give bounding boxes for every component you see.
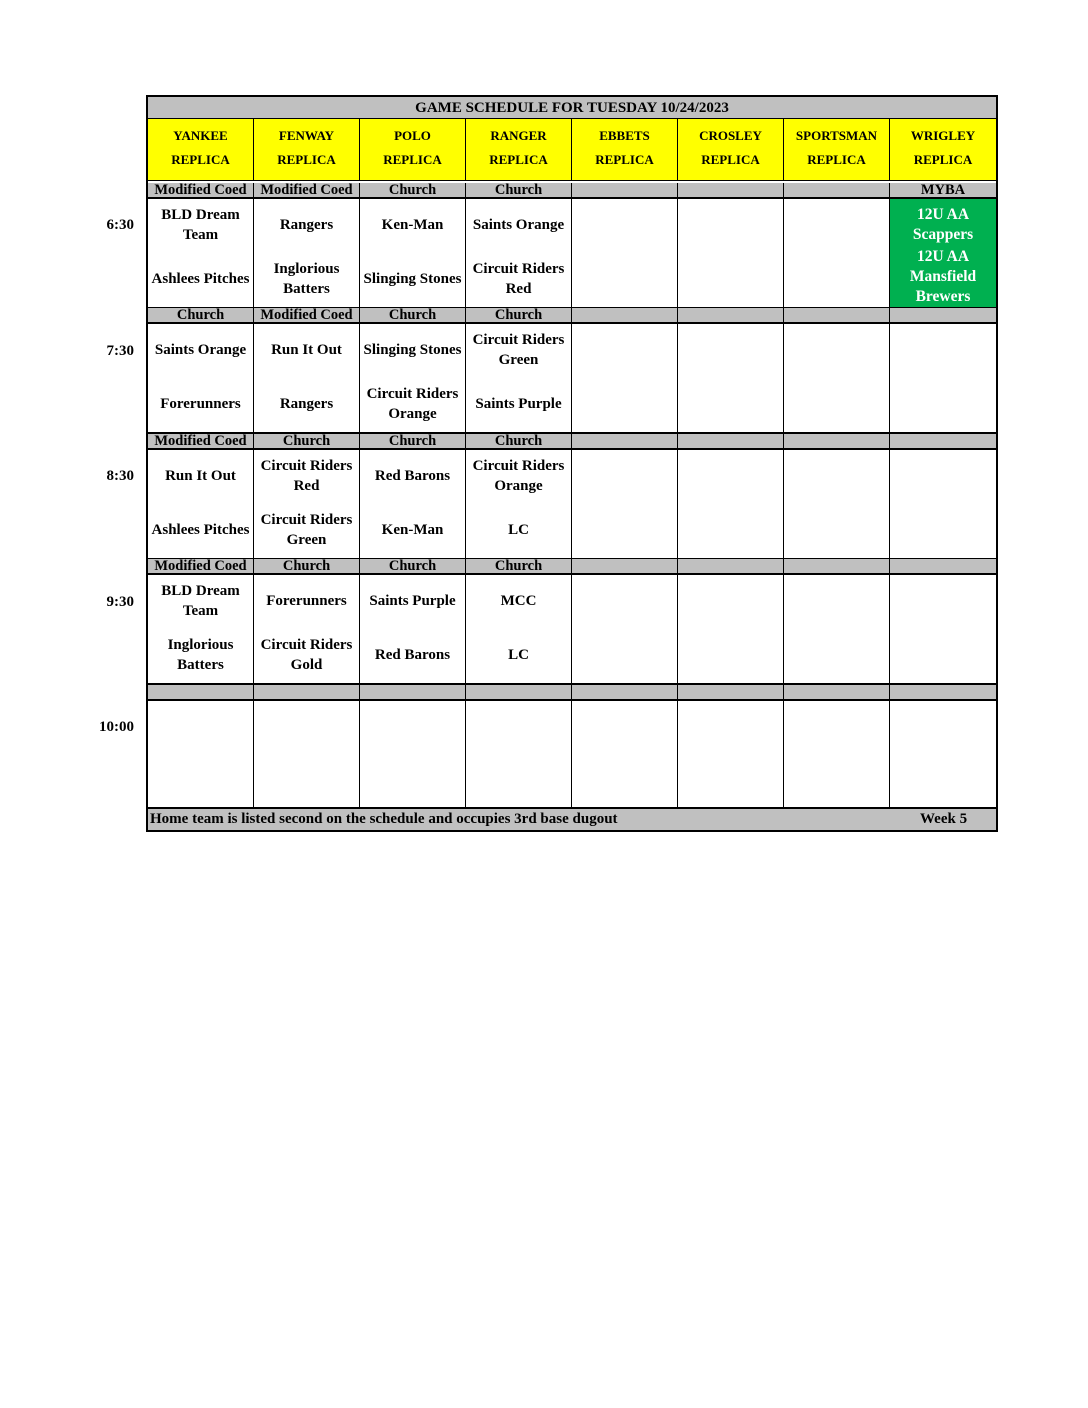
- home-team: [572, 757, 677, 805]
- home-team: [360, 757, 465, 805]
- away-team: [148, 452, 253, 500]
- away-team-name: Ken-Man: [381, 217, 444, 233]
- division-label: [678, 183, 784, 199]
- division-label: [890, 308, 996, 324]
- home-team-name: Inglorious Batters: [167, 637, 234, 673]
- home-team-name: Red Barons: [374, 647, 451, 663]
- division-label: [890, 685, 996, 701]
- away-team: [360, 703, 465, 751]
- game-cell: [254, 575, 360, 685]
- home-team: [890, 631, 996, 679]
- away-team: [572, 326, 677, 374]
- away-team-name: Circuit Riders Orange: [472, 458, 565, 494]
- division-label: Church: [466, 308, 572, 324]
- away-team-name: Saints Purple: [369, 593, 456, 609]
- home-team-name: Ashlees Pitches: [151, 271, 250, 287]
- home-team-name: Rangers: [279, 396, 334, 412]
- division-label: Church: [466, 183, 572, 199]
- away-team: [572, 452, 677, 500]
- division-label: [678, 308, 784, 324]
- home-team: [784, 631, 889, 679]
- home-team: [678, 506, 783, 554]
- home-team: [572, 631, 677, 679]
- field-header: [784, 119, 890, 181]
- game-cell: [254, 199, 360, 309]
- field-subtitle: REPLICA: [383, 152, 442, 167]
- home-team: [784, 757, 889, 805]
- field-subtitle: REPLICA: [489, 152, 548, 167]
- game-cell: [466, 701, 572, 809]
- game-cell: [784, 450, 890, 560]
- field-name: CROSLEY: [699, 128, 762, 143]
- home-team: [466, 380, 571, 428]
- game-cell: [678, 450, 784, 560]
- away-team: [890, 452, 996, 500]
- away-team: [466, 452, 571, 500]
- division-label: [890, 434, 996, 450]
- away-team: [254, 577, 359, 625]
- home-team: [890, 380, 996, 428]
- home-team: [678, 631, 783, 679]
- game-cell: [466, 450, 572, 560]
- division-label: [784, 685, 890, 701]
- division-label: [148, 685, 254, 701]
- game-cell: [572, 324, 678, 434]
- time-slot-label: 7:30: [106, 343, 134, 359]
- field-name: POLO: [394, 128, 431, 143]
- division-label: Church: [254, 434, 360, 450]
- home-team: [360, 255, 465, 303]
- time-slot-label: 9:30: [106, 594, 134, 610]
- away-team-name: Red Barons: [374, 468, 451, 484]
- away-team: [254, 326, 359, 374]
- game-cell: [254, 450, 360, 560]
- field-name: FENWAY: [278, 128, 335, 143]
- field-header: [890, 119, 996, 181]
- away-team-name: Slinging Stones: [363, 342, 462, 358]
- game-cell: [890, 701, 996, 809]
- field-name: WRIGLEY: [910, 128, 976, 143]
- home-team: [254, 255, 359, 303]
- division-label: [678, 559, 784, 575]
- away-team-name: 12U AA Scappers: [912, 206, 974, 243]
- away-team: [890, 201, 996, 249]
- away-team: [572, 201, 677, 249]
- game-cell: [678, 199, 784, 309]
- field-subtitle: REPLICA: [595, 152, 654, 167]
- game-cell: [148, 450, 254, 560]
- home-team: [360, 506, 465, 554]
- home-team: [678, 255, 783, 303]
- home-team: [148, 757, 253, 805]
- game-cell: [678, 575, 784, 685]
- home-team-name: Ken-Man: [381, 522, 444, 538]
- away-team: [678, 201, 783, 249]
- game-cell: [254, 701, 360, 809]
- home-team: [466, 506, 571, 554]
- division-label: Church: [360, 308, 466, 324]
- home-team-name: Circuit Riders Gold: [260, 637, 353, 673]
- away-team: [678, 703, 783, 751]
- time-slot-label: 8:30: [106, 468, 134, 484]
- game-cell: [678, 324, 784, 434]
- schedule-title: GAME SCHEDULE FOR TUESDAY 10/24/2023: [148, 97, 996, 119]
- away-team-name: MCC: [500, 593, 537, 609]
- home-team: [254, 757, 359, 805]
- field-subtitle: REPLICA: [913, 152, 973, 167]
- game-cell: [360, 199, 466, 309]
- division-label: [360, 685, 466, 701]
- game-cell: [784, 575, 890, 685]
- division-label: Church: [254, 559, 360, 575]
- division-label: [254, 685, 360, 701]
- division-label: [572, 559, 678, 575]
- field-header: [360, 119, 466, 181]
- field-header: [678, 119, 784, 181]
- away-team: [572, 703, 677, 751]
- game-cell: [678, 701, 784, 809]
- footer-note: Home team is listed second on the schedule and occupies 3rd base dugout: [150, 811, 618, 827]
- division-label: Church: [466, 434, 572, 450]
- game-cell: [466, 575, 572, 685]
- away-team: [254, 201, 359, 249]
- home-team: [148, 631, 253, 679]
- game-cell: [148, 701, 254, 809]
- field-header: [466, 119, 572, 181]
- game-cell: [890, 324, 996, 434]
- home-team: [890, 245, 996, 309]
- home-team: [466, 631, 571, 679]
- schedule-footer: [148, 809, 996, 830]
- game-cell: [360, 701, 466, 809]
- division-label: [572, 685, 678, 701]
- home-team: [784, 506, 889, 554]
- footer-week: Week 5: [920, 811, 968, 827]
- away-team: [678, 326, 783, 374]
- home-team: [678, 380, 783, 428]
- away-team: [360, 452, 465, 500]
- home-team-name: Circuit Riders Orange: [366, 386, 459, 422]
- home-team: [890, 757, 996, 805]
- away-team: [784, 452, 889, 500]
- home-team: [572, 380, 677, 428]
- division-label: [678, 685, 784, 701]
- time-slot-label: 10:00: [99, 719, 134, 735]
- division-label: [784, 559, 890, 575]
- division-label: Modified Coed: [254, 183, 360, 199]
- away-team: [784, 577, 889, 625]
- away-team: [360, 577, 465, 625]
- game-cell: [466, 324, 572, 434]
- away-team: [890, 703, 996, 751]
- away-team-name: Run It Out: [271, 342, 342, 358]
- home-team-name: Circuit Riders Green: [260, 512, 353, 548]
- division-label: Modified Coed: [148, 434, 254, 450]
- away-team: [784, 201, 889, 249]
- field-name: RANGER: [490, 128, 547, 143]
- game-cell: [254, 324, 360, 434]
- game-cell: [360, 324, 466, 434]
- away-team-name: BLD Dream Team: [161, 207, 240, 243]
- away-team: [466, 326, 571, 374]
- division-label: MYBA: [890, 183, 996, 199]
- away-team: [466, 703, 571, 751]
- game-cell: [572, 575, 678, 685]
- home-team: [466, 255, 571, 303]
- schedule-table: [146, 95, 998, 832]
- home-team: [360, 380, 465, 428]
- home-team: [784, 255, 889, 303]
- away-team: [890, 577, 996, 625]
- division-label: Church: [360, 183, 466, 199]
- field-name: EBBETS: [599, 128, 650, 143]
- away-team-name: Saints Orange: [154, 342, 247, 358]
- home-team-name: Saints Purple: [475, 396, 562, 412]
- division-label: [572, 434, 678, 450]
- division-label: Modified Coed: [148, 559, 254, 575]
- away-team: [784, 703, 889, 751]
- away-team: [254, 452, 359, 500]
- field-subtitle: REPLICA: [701, 152, 760, 167]
- field-header: [148, 119, 254, 181]
- away-team-name: BLD Dream Team: [161, 583, 240, 619]
- home-team: [148, 380, 253, 428]
- home-team-name: Slinging Stones: [363, 271, 462, 287]
- game-cell: [890, 450, 996, 560]
- division-label: [784, 183, 890, 199]
- away-team-name: Run It Out: [165, 468, 236, 484]
- game-cell: [572, 199, 678, 309]
- home-team-name: Inglorious Batters: [273, 261, 340, 297]
- division-label: [466, 685, 572, 701]
- home-team: [148, 255, 253, 303]
- away-team: [572, 577, 677, 625]
- home-team: [678, 757, 783, 805]
- game-cell: [360, 450, 466, 560]
- division-label: [572, 308, 678, 324]
- division-label: [784, 308, 890, 324]
- division-label: [572, 183, 678, 199]
- home-team: [466, 757, 571, 805]
- home-team: [890, 506, 996, 554]
- home-team: [148, 506, 253, 554]
- away-team: [466, 577, 571, 625]
- game-cell: [572, 450, 678, 560]
- time-slot-label: 6:30: [106, 217, 134, 233]
- game-cell: [784, 324, 890, 434]
- home-team: [784, 380, 889, 428]
- home-team: [360, 631, 465, 679]
- home-team: [572, 255, 677, 303]
- game-cell: [360, 575, 466, 685]
- away-team-name: Saints Orange: [472, 217, 565, 233]
- home-team: [254, 631, 359, 679]
- away-team: [148, 577, 253, 625]
- away-team: [360, 326, 465, 374]
- field-name: YANKEE: [173, 128, 228, 143]
- away-team-name: Forerunners: [266, 593, 347, 609]
- game-cell: [890, 575, 996, 685]
- game-cell: [148, 324, 254, 434]
- home-team-name: 12U AA Mansfield Brewers: [909, 248, 977, 305]
- game-cell: [784, 701, 890, 809]
- away-team: [890, 326, 996, 374]
- home-team-name: LC: [508, 647, 529, 663]
- division-label: [890, 559, 996, 575]
- away-team: [148, 703, 253, 751]
- field-subtitle: REPLICA: [807, 152, 866, 167]
- division-label: Church: [360, 434, 466, 450]
- away-team: [148, 201, 253, 249]
- home-team-name: Forerunners: [160, 396, 241, 412]
- away-team: [148, 326, 253, 374]
- game-cell: [572, 701, 678, 809]
- division-label: Modified Coed: [148, 183, 254, 199]
- away-team: [360, 201, 465, 249]
- field-subtitle: REPLICA: [277, 152, 336, 167]
- away-team: [784, 326, 889, 374]
- division-label: [678, 434, 784, 450]
- home-team-name: Circuit Riders Red: [472, 261, 565, 297]
- home-team: [572, 506, 677, 554]
- division-label: Church: [360, 559, 466, 575]
- field-name: SPORTSMAN: [795, 128, 878, 143]
- away-team-name: Circuit Riders Red: [260, 458, 353, 494]
- division-label: Church: [148, 308, 254, 324]
- division-label: Modified Coed: [254, 308, 360, 324]
- away-team: [254, 703, 359, 751]
- division-label: Church: [466, 559, 572, 575]
- home-team: [254, 506, 359, 554]
- game-cell: [466, 199, 572, 309]
- home-team-name: LC: [508, 522, 529, 538]
- away-team: [678, 452, 783, 500]
- game-cell: [148, 199, 254, 309]
- division-label: [784, 434, 890, 450]
- game-cell: [784, 199, 890, 309]
- field-header: [572, 119, 678, 181]
- away-team-name: Circuit Riders Green: [472, 332, 565, 368]
- field-header: [254, 119, 360, 181]
- home-team-name: Ashlees Pitches: [151, 522, 250, 538]
- away-team: [466, 201, 571, 249]
- home-team: [254, 380, 359, 428]
- field-subtitle: REPLICA: [171, 152, 230, 167]
- game-cell: [890, 199, 996, 309]
- away-team-name: Rangers: [279, 217, 334, 233]
- game-cell: [148, 575, 254, 685]
- away-team: [678, 577, 783, 625]
